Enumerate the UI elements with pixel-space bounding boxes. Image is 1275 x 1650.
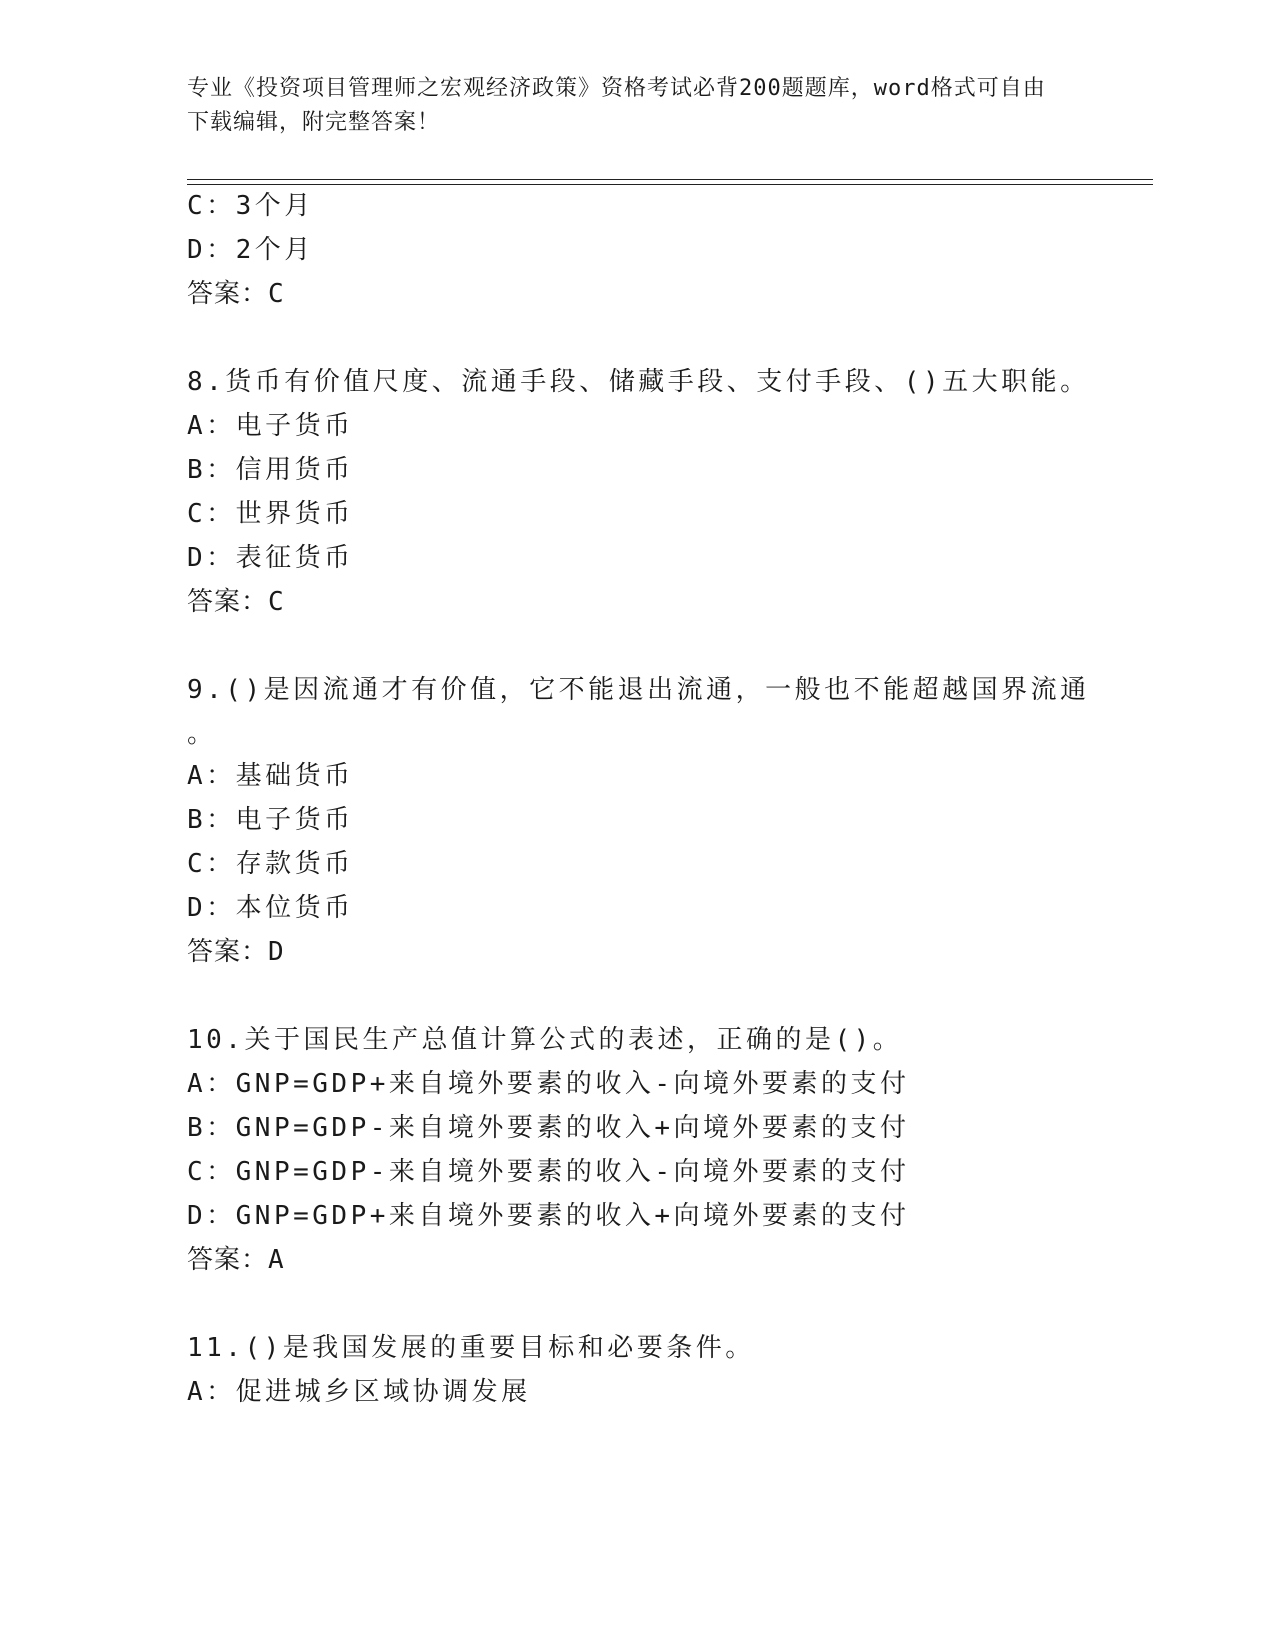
question-8: 8.货币有价值尺度、流通手段、储藏手段、支付手段、()五大职能。 (187, 367, 1090, 397)
answer-q7: 答案：C (187, 279, 285, 309)
option-d-q7: D：2个月 (187, 235, 314, 265)
answer-q10: 答案：A (187, 1245, 285, 1275)
question-10: 10.关于国民生产总值计算公式的表述，正确的是()。 (187, 1025, 903, 1055)
option-a-q8: A：电子货币 (187, 411, 354, 441)
header-rule-bottom (187, 184, 1153, 185)
option-a-q10: A：GNP=GDP+来自境外要素的收入-向境外要素的支付 (187, 1069, 910, 1099)
option-d-q9: D：本位货币 (187, 893, 354, 923)
option-a-q11: A：促进城乡区域协调发展 (187, 1377, 531, 1407)
option-c-q9: C：存款货币 (187, 849, 354, 879)
answer-q9: 答案：D (187, 937, 285, 967)
option-d-q8: D：表征货币 (187, 543, 354, 573)
answer-q8: 答案：C (187, 587, 285, 617)
header-rule-top (187, 179, 1153, 180)
question-11: 11.()是我国发展的重要目标和必要条件。 (187, 1333, 755, 1363)
option-a-q9: A：基础货币 (187, 761, 354, 791)
option-d-q10: D：GNP=GDP+来自境外要素的收入+向境外要素的支付 (187, 1201, 910, 1231)
option-b-q8: B：信用货币 (187, 455, 354, 485)
option-b-q9: B：电子货币 (187, 805, 354, 835)
document-header: 专业《投资项目管理师之宏观经济政策》资格考试必背200题题库，word格式可自由下载编辑，附完整答案！ (187, 76, 1046, 135)
option-c-q8: C：世界货币 (187, 499, 354, 529)
question-9: 9.()是因流通才有价值，它不能退出流通，一般也不能超越国界流通 (187, 675, 1090, 705)
question-9-continued: 。 (187, 719, 217, 749)
option-b-q10: B：GNP=GDP-来自境外要素的收入+向境外要素的支付 (187, 1113, 910, 1143)
option-c-q10: C：GNP=GDP-来自境外要素的收入-向境外要素的支付 (187, 1157, 910, 1187)
option-c-q7: C：3个月 (187, 191, 314, 221)
